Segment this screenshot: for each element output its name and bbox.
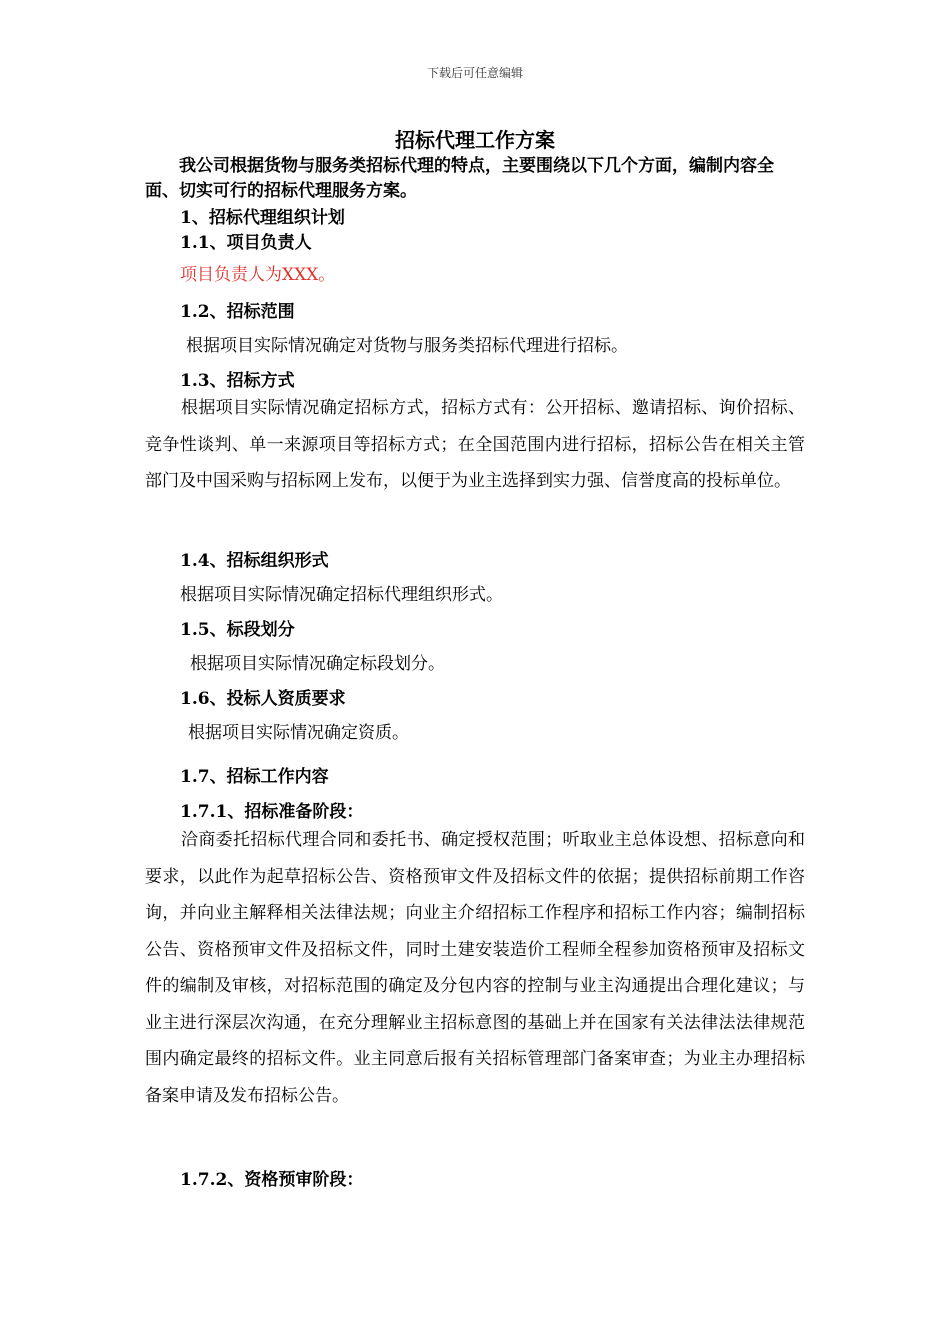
section-heading-1: 1、招标代理组织计划	[180, 208, 345, 228]
heading-1-5: 1.5、标段划分	[180, 620, 295, 640]
text-1-7-1: 洽商委托招标代理合同和委托书、确定授权范围；听取业主总体设想、招标意向和要求，以此作为起草招标公告、资格预审文件及招标文件的依据；提供招标前期工作咨询，并向业主解释相关法律法规；向业主介绍招标工作程序和招标工作内容；编制招标公告、资格预审文件及招标文件，同时土建安装造价工程师全程参加资格预审及招标文件的编制及审核，对招标范围的确定及分包内容的控制与业主沟通提出合理化建议；与业主进行深层次沟通，在充分理解业主招标意图的基础上并在国家有关法律法法律规范围内确定最终的招标文件。业主同意后报有关招标管理部门备案审查；为业主办理招标备案申请及发布招标公告。	[145, 830, 805, 1106]
text-1-6: 根据项目实际情况确定资质。	[188, 723, 409, 743]
heading-1-2: 1.2、招标范围	[180, 302, 295, 322]
text-1-2: 根据项目实际情况确定对货物与服务类招标代理进行招标。	[186, 336, 628, 356]
heading-1-6: 1.6、投标人资质要求	[180, 689, 346, 709]
header-note: 下载后可任意编辑	[426, 66, 523, 80]
intro-paragraph: 我公司根据货物与服务类招标代理的特点，主要围绕以下几个方面，编制内容全面、切实可行的招标代理服务方案。	[145, 156, 774, 201]
heading-1-3: 1.3、招标方式	[180, 371, 295, 391]
document-title: 招标代理工作方案	[395, 128, 555, 152]
text-1-1: 项目负责人为XXX。	[180, 265, 336, 285]
heading-1-7: 1.7、招标工作内容	[180, 767, 329, 787]
text-1-4: 根据项目实际情况确定招标代理组织形式。	[180, 585, 503, 605]
text-1-3: 根据项目实际情况确定招标方式，招标方式有：公开招标、邀请招标、询价招标、竞争性谈判、单一来源项目等招标方式；在全国范围内进行招标，招标公告在相关主管部门及中国采购与招标网上发布，以便于为业主选择到实力强、信誉度高的投标单位。	[145, 398, 805, 491]
heading-1-7-2: 1.7.2、资格预审阶段：	[180, 1170, 364, 1190]
text-1-5: 根据项目实际情况确定标段划分。	[190, 654, 445, 674]
heading-1-7-1: 1.7.1、招标准备阶段：	[180, 802, 364, 822]
heading-1-4: 1.4、招标组织形式	[180, 551, 329, 571]
heading-1-1: 1.1、项目负责人	[180, 233, 312, 253]
